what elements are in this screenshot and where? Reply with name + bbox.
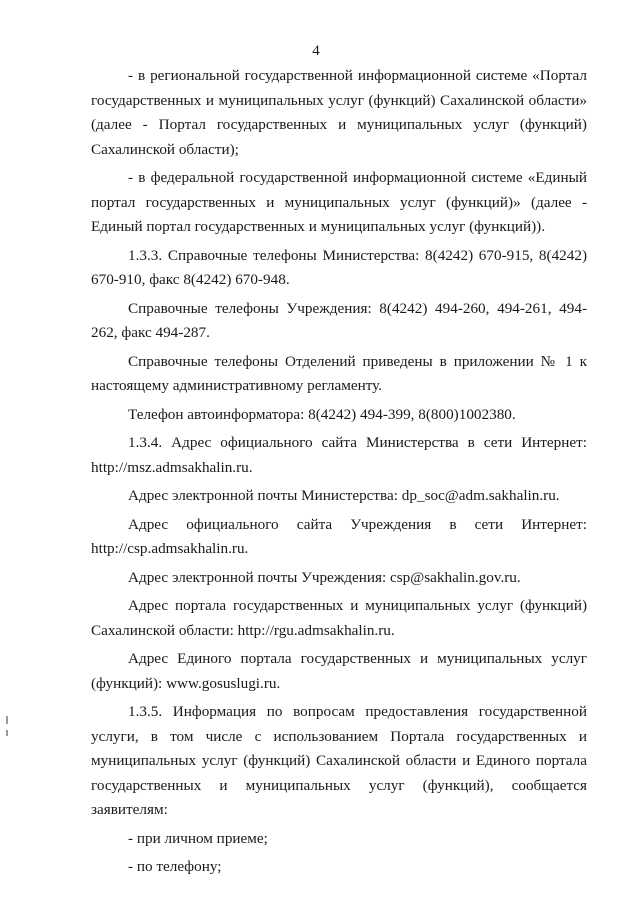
paragraph-regional-portal: - в региональной государственной информационной системе «Портал государственных и муниципальных услуг (функций) Сахалинской области» (далее - Портал государственных и муниципальных услуг (функций) Сахалинской области); (91, 67, 587, 158)
paragraph-branch-phones: Справочные телефоны Отделений приведены в приложении № 1 к настоящему административному регламенту. (91, 352, 587, 394)
paragraph-federal-portal: - в федеральной государственной информационной системе «Единый портал государственных и муниципальных услуг (функций)» (далее - Единый портал государственных и муниципальных услуг (функций)). (91, 169, 587, 235)
paragraph-institution-email: Адрес электронной почты Учреждения: csp@sakhalin.gov.ru. (128, 568, 521, 586)
list-item-personal-reception: - при личном приеме; (128, 829, 268, 847)
paragraph-regional-portal-address: Адрес портала государственных и муниципальных услуг (функций) Сахалинской области: http://rgu.admsakhalin.ru. (91, 597, 587, 639)
document-body (91, 64, 587, 884)
paragraph-ministry-email: Адрес электронной почты Министерства: dp_soc@adm.sakhalin.ru. (128, 487, 560, 504)
paragraph-ministry-website: 1.3.4. Адрес официального сайта Министерства в сети Интернет: http://msz.admsakhalin.ru. (91, 434, 587, 476)
paragraph-autoinformer-phone: Телефон автоинформатора: 8(4242) 494-399, 8(800)1002380. (128, 405, 516, 423)
page-number: 4 (312, 43, 320, 59)
paragraph-information-provision: 1.3.5. Информация по вопросам предоставления государственной услуги, в том числе с использованием Портала государственных и муниципальных услуг (функций) Сахалинской области и Единого портала государственных и муниципальных услуг (функций), сообщается заявителям: (91, 703, 587, 818)
scan-edge-mark-top (6, 716, 8, 724)
paragraph-unified-portal-address: Адрес Единого портала государственных и муниципальных услуг (функций): www.gosuslugi.ru. (91, 650, 587, 692)
paragraph-institution-website: Адрес официального сайта Учреждения в сети Интернет: http://csp.admsakhalin.ru. (91, 515, 587, 557)
paragraph-institution-phones: Справочные телефоны Учреждения: 8(4242) 494-260, 494-261, 494-262, факс 494-287. (91, 299, 587, 341)
paragraph-ministry-phones: 1.3.3. Справочные телефоны Министерства: 8(4242) 670-915, 8(4242) 670-910, факс 8(4242) 670-948. (91, 246, 587, 288)
list-item-by-phone: - по телефону; (128, 858, 222, 875)
scan-edge-mark-bottom (6, 730, 8, 736)
